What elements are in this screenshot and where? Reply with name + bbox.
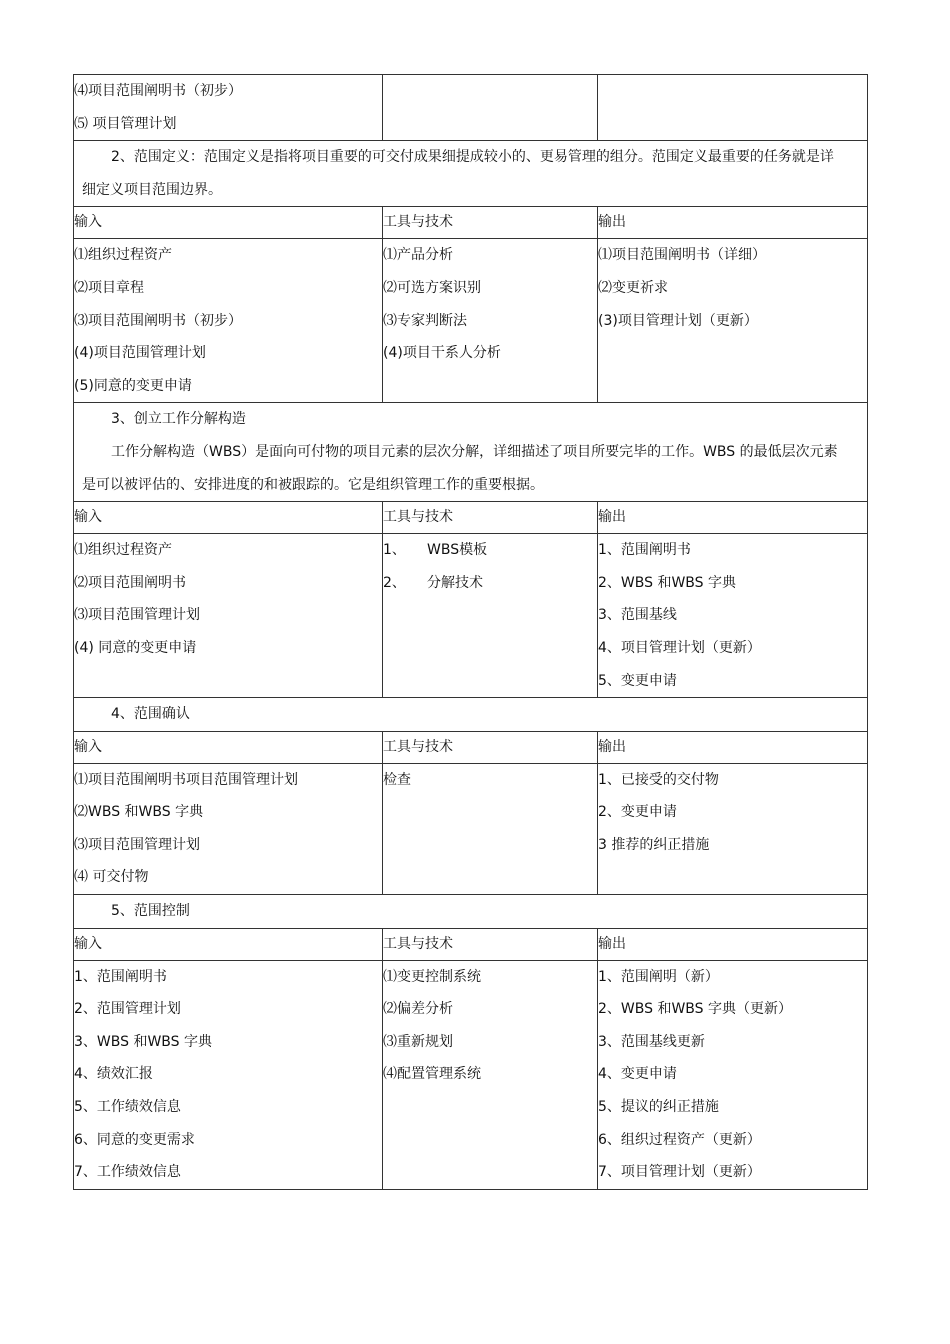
output-cell xyxy=(598,960,868,1189)
list-item: ⑵偏差分析 xyxy=(383,1001,453,1018)
list-item: 2、WBS 和WBS 字典 xyxy=(598,574,736,591)
list-item: (5)同意的变更申请 xyxy=(74,377,192,394)
input-cell xyxy=(74,960,383,1189)
list-item: 3、范围基线更新 xyxy=(598,1033,705,1050)
output-cell xyxy=(598,534,868,698)
list-item: 2、变更申请 xyxy=(598,804,677,821)
section-5-title: 5、范围控制 xyxy=(74,895,868,929)
table-row xyxy=(74,75,868,141)
tools-cell xyxy=(383,534,598,698)
input-cell xyxy=(74,239,383,403)
list-item: 5、变更申请 xyxy=(598,672,677,689)
header-output: 输出 xyxy=(598,935,626,952)
list-item: 1、范围阐明书 xyxy=(598,542,691,559)
tools-cell xyxy=(383,239,598,403)
list-item: 2、WBS 和WBS 字典（更新） xyxy=(598,1001,792,1018)
tools-cell xyxy=(383,75,598,141)
header-row xyxy=(74,928,868,960)
list-item: 2、范围管理计划 xyxy=(74,1001,181,1018)
header-input: 输入 xyxy=(74,509,102,526)
header-tools: 工具与技术 xyxy=(383,935,453,952)
list-item: ⑸ 项目管理计划 xyxy=(74,115,177,132)
table-row xyxy=(74,239,868,403)
list-item: ⑴组织过程资产 xyxy=(74,542,172,559)
list-item: ⑶重新规划 xyxy=(383,1033,453,1050)
list-item: 4、变更申请 xyxy=(598,1066,677,1083)
list-item: ⑴项目范围阐明书（详细） xyxy=(598,247,766,264)
list-item: ⑴产品分析 xyxy=(383,247,453,264)
list-item: ⑴组织过程资产 xyxy=(74,247,172,264)
header-input: 输入 xyxy=(74,935,102,952)
input-cell xyxy=(74,75,383,141)
header-input: 输入 xyxy=(74,214,102,231)
table-row xyxy=(74,960,868,1189)
list-item: ⑵变更祈求 xyxy=(598,279,668,296)
list-item: ⑵可选方案识别 xyxy=(383,279,481,296)
section-2-title: 2、范围定义：范围定义是指将项目重要的可交付成果细提成较小的、更易管理的组分。范围定义最重要的任务就是详 细定义项目范围边界。 xyxy=(74,141,868,207)
section-title-row xyxy=(74,698,868,732)
header-row xyxy=(74,502,868,534)
header-output: 输出 xyxy=(598,738,626,755)
list-item: ⑷项目范围阐明书（初步） xyxy=(74,83,242,99)
list-item: ⑷配置管理系统 xyxy=(383,1066,481,1083)
list-item: ⑶项目范围阐明书（初步） xyxy=(74,312,242,329)
header-output: 输出 xyxy=(598,214,626,231)
list-item: 6、同意的变更需求 xyxy=(74,1131,195,1148)
list-item: 2、 分解技术 xyxy=(383,574,483,591)
list-item: (3)项目管理计划（更新） xyxy=(598,312,758,329)
input-cell xyxy=(74,534,383,698)
list-item: 5、工作绩效信息 xyxy=(74,1099,181,1116)
list-item: ⑵项目章程 xyxy=(74,279,144,296)
list-item: 5、提议的纠正措施 xyxy=(598,1099,719,1116)
list-item: ⑴项目范围阐明书项目范围管理计划 xyxy=(74,771,298,788)
list-item: 4、项目管理计划（更新） xyxy=(598,639,761,656)
list-item: 1、已接受的交付物 xyxy=(598,771,719,788)
list-item: (4)项目范围管理计划 xyxy=(74,345,206,362)
list-item: 6、组织过程资产（更新） xyxy=(598,1131,761,1148)
list-item: 1、 WBS模板 xyxy=(383,542,488,559)
list-item: 检查 xyxy=(383,771,411,788)
header-row xyxy=(74,731,868,763)
list-item: ⑵项目范围阐明书 xyxy=(74,574,186,591)
list-item: 1、范围阐明（新） xyxy=(598,968,719,985)
list-item: 4、绩效汇报 xyxy=(74,1066,153,1083)
list-item: ⑴变更控制系统 xyxy=(383,968,481,985)
section-4-title: 4、范围确认 xyxy=(74,698,868,732)
tools-cell xyxy=(383,960,598,1189)
table-row xyxy=(74,534,868,698)
list-item: ⑵WBS 和WBS 字典 xyxy=(74,804,204,821)
scope-management-table xyxy=(73,74,868,1190)
header-tools: 工具与技术 xyxy=(383,214,453,231)
list-item: 3 推荐的纠正措施 xyxy=(598,836,710,853)
output-cell xyxy=(598,763,868,894)
output-cell xyxy=(598,75,868,141)
section-title-row xyxy=(74,403,868,502)
list-item: ⑷ 可交付物 xyxy=(74,869,149,886)
header-output: 输出 xyxy=(598,509,626,526)
input-cell xyxy=(74,763,383,894)
header-tools: 工具与技术 xyxy=(383,738,453,755)
tools-cell xyxy=(383,763,598,894)
header-input: 输入 xyxy=(74,738,102,755)
list-item: (4) 同意的变更申请 xyxy=(74,639,197,656)
section-3-title: 3、创立工作分解构造 工作分解构造（WBS）是面向可付物的项目元素的层次分解，详细描述了项目所要完毕的工作。WBS 的最低层次元素 是可以被评估的、安排进度的和被跟踪的。它是组织管理工作的重要根据。 xyxy=(74,403,868,502)
section-title-row xyxy=(74,141,868,207)
section-title-row xyxy=(74,895,868,929)
list-item: 3、范围基线 xyxy=(598,607,677,624)
header-row xyxy=(74,207,868,239)
list-item: 7、工作绩效信息 xyxy=(74,1164,181,1181)
list-item: (4)项目干系人分析 xyxy=(383,345,501,362)
list-item: 7、项目管理计划（更新） xyxy=(598,1164,761,1181)
header-tools: 工具与技术 xyxy=(383,509,453,526)
list-item: ⑶项目范围管理计划 xyxy=(74,607,200,624)
list-item: ⑶专家判断法 xyxy=(383,312,467,329)
list-item: 3、WBS 和WBS 字典 xyxy=(74,1033,212,1050)
output-cell xyxy=(598,239,868,403)
list-item: 1、范围阐明书 xyxy=(74,968,167,985)
table-row xyxy=(74,763,868,894)
list-item: ⑶项目范围管理计划 xyxy=(74,836,200,853)
